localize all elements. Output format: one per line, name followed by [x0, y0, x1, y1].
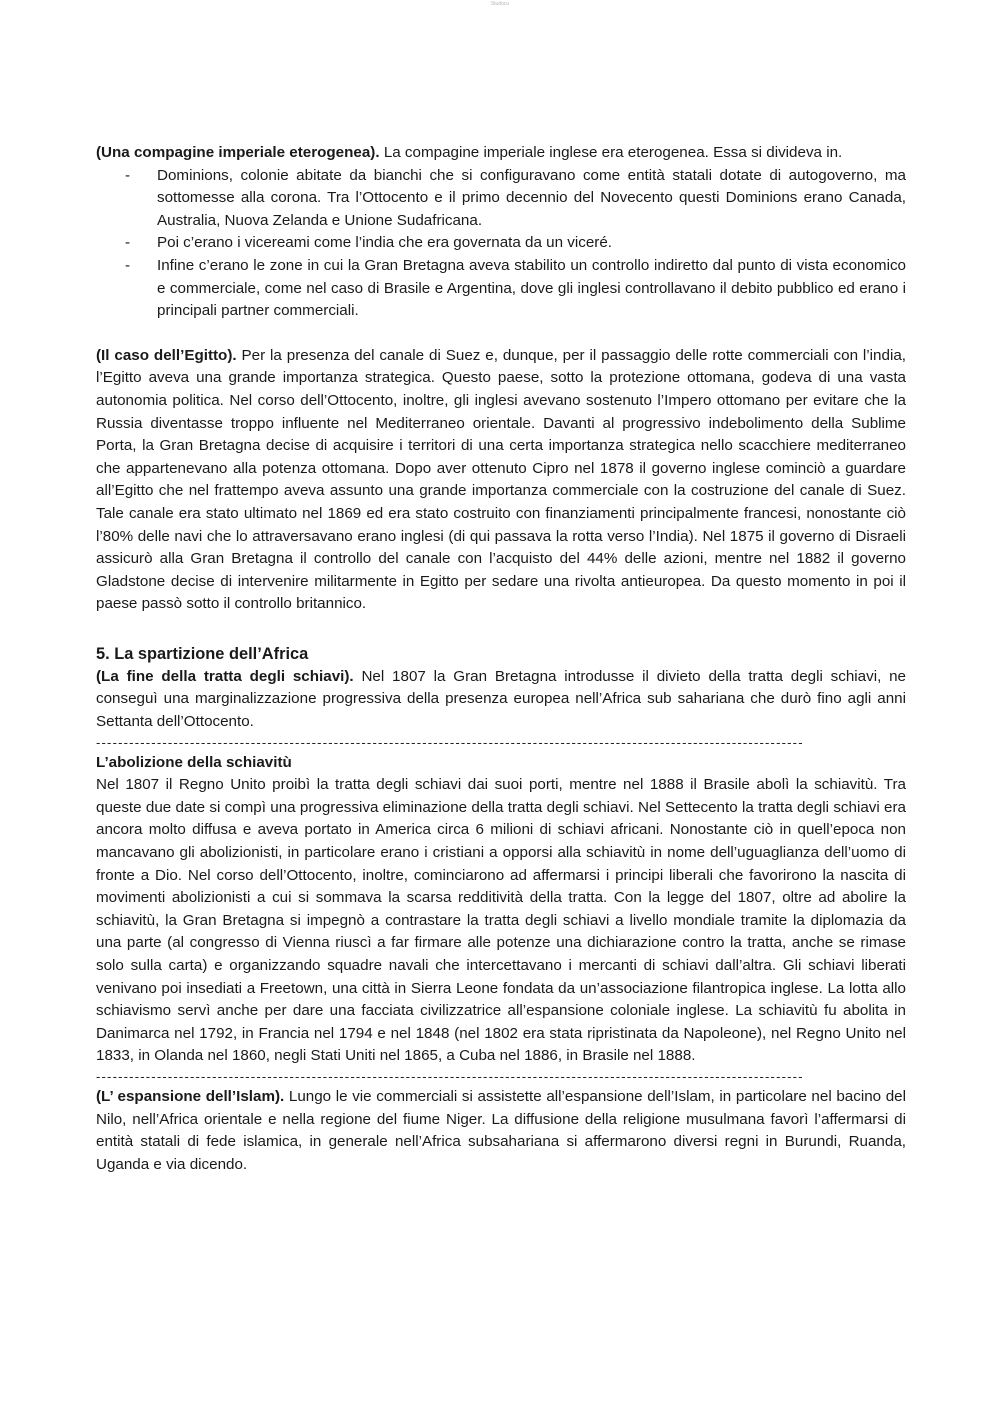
compagine-paragraph: [96, 142, 906, 165]
islam-title: (L’ espansione dell’Islam).: [96, 1087, 285, 1105]
egitto-body: Per la presenza del canale di Suez e, dunque, per il passaggio delle rotte commerciali con l’india, l’Egitto aveva una grande importanza strategica. Questo paese, sotto la protezione ottomana, godeva di una vasta autonomia politica. Nel corso dell’Ottocento, inoltre, gli inglesi avevano sostenuto l’Impero ottomano per evitare che la Russia diventasse troppo influente nel Mediterraneo orientale. Davanti al progressivo indebolimento della Sublime Porta, la Gran Bretagna decise di acquisire i territori di una certa importanza strategica nello scacchiere mediterraneo che appartenevano alla potenza ottomana. Dopo aver ottenuto Cipro nel 1878 il governo inglese cominciò a guardare all’Egitto che nel frattempo aveva assunto una grande importanza commerciale con la costruzione del canale di Suez. Tale canale era stato ultimato nel 1869 ed era stato costruito con finanziamenti principalmente francesi, nonostante ciò l’80% delle navi che lo attraversavano erano inglesi (di qui passava la rotta verso l’India). Nel 1875 il governo di Disraeli assicurò alla Gran Bretagna il controllo del canale con l’acquisto del 44% delle azioni, mentre nel 1882 il governo Gladstone decise di intervenire militarmente in Egitto per sedare una rivolta antieuropea. Da questo momento in poi il paese passò sotto il controllo britannico.: [96, 346, 906, 613]
box-body: Nel 1807 il Regno Unito proibì la tratta degli schiavi dai suoi porti, mentre nel 1888 il Brasile abolì la schiavitù. Tra queste due date si compì una progressiva eliminazione della tratta degli schiavi. Nel Settecento la tratta degli schiavi era ancora molto diffusa e aveva portato in America circa 6 milioni di schiavi africani. Nonostante ciò in quell’epoca non mancavano gli abolizionisti, in particolare erano i cristiani a opporsi alla schiavitù in nome dell’uguaglianza dell’uomo di fronte a Dio. Nel corso dell’Ottocento, inoltre, cominciarono ad affermarsi i principi liberali che favorirono la nascita di movimenti abolizionisti a cui si sommava la scarsa redditività della tratta. Con la legge del 1807, oltre ad abolire la schiavitù, la Gran Bretagna si impegnò a contrastare la tratta degli schiavi a livello mondiale tramite la diplomazia da una parte (al congresso di Vienna riuscì a far firmare alle potenze una dichiarazione contro la tratta, anche se rimase solo sulla carta) e organizzando squadre navali che intercettavano i mercanti di schiavi dall’altra. Gli schiavi liberati venivano poi insediati a Freetown, una città in Sierra Leone fondata da un’associazione filantropica inglese. La lotta allo schiavismo servì anche per dare una facciata civilizzatrice all’espansione coloniale inglese. La schiavitù fu abolita in Danimarca nel 1792, in Francia nel 1794 e nel 1848 (nel 1802 era stata ripristinata da Napoleone), nel Regno Unito nel 1833, in Olanda nel 1860, negli Stati Uniti nel 1865, a Cuba nel 1886, in Brasile nel 1888.: [96, 776, 906, 1065]
dashed-separator: --------------------------------------------------------------------------------------------------------------------------------: [96, 1068, 804, 1084]
page-content: [96, 142, 906, 1176]
compagine-title: (Una compagine imperiale eterogenea).: [96, 144, 380, 161]
egitto-paragraph: [96, 345, 906, 616]
dashed-separator: --------------------------------------------------------------------------------------------------------------------------------: [96, 734, 804, 750]
islam-body: Lungo le vie commerciali si assistette all’espansione dell’Islam, in particolare nel bacino del Nilo, nell’Africa orientale e nella regione del fiume Niger. La diffusione della religione musulmana favorì l’affermarsi di entità statali di fede islamica, in generale nell’Africa subsahariana si affermarono diversi regni in Burundi, Ruanda, Uganda e via dicendo.: [96, 1087, 906, 1173]
section-heading: 5. La spartizione dell’Africa: [96, 644, 309, 663]
list-dash: -: [125, 234, 131, 252]
list-item: [96, 255, 906, 323]
list-dash: -: [125, 256, 131, 274]
islam-paragraph: [96, 1086, 906, 1176]
list-item-text: Dominions, colonie abitate da bianchi che si configuravano come entità statali dotate di autogoverno, ma sottomesse alla corona. Tra l’Ottocento e il primo decennio del Novecento questi Dominions erano Canada, Australia, Nuova Zelanda e Unione Sudafricana.: [157, 166, 906, 229]
tratta-body: Nel 1807 la Gran Bretagna introdusse il divieto della tratta degli schiavi, ne conseguì una marginalizzazione progressiva della presenza europea nell’Africa sub sahariana che durò fino agli anni Settanta dell’Ottocento.: [96, 667, 906, 731]
list-item-text: Infine c’erano le zone in cui la Gran Bretagna aveva stabilito un controllo indiretto dal punto di vista economico e commerciale, come nel caso di Brasile e Argentina, dove gli inglesi controllavano il debito pubblico ed erano i principali partner commerciali.: [157, 256, 906, 320]
list-item: [96, 165, 906, 233]
list-item-text: Poi c’erano i vicereami come l’india che era governata da un viceré.: [157, 234, 613, 252]
list-dash: -: [125, 166, 131, 184]
compagine-intro: La compagine imperiale inglese era eterogenea. Essa si divideva in.: [379, 144, 843, 161]
tratta-title: (La fine della tratta degli schiavi).: [96, 667, 354, 685]
watermark: Studocu: [490, 1, 510, 7]
list-item: [96, 232, 906, 255]
egitto-title: (Il caso dell’Egitto).: [96, 346, 237, 364]
compagine-list: [96, 165, 906, 323]
box-title: L’abolizione della schiavitù: [96, 753, 292, 771]
tratta-paragraph: [96, 666, 906, 734]
